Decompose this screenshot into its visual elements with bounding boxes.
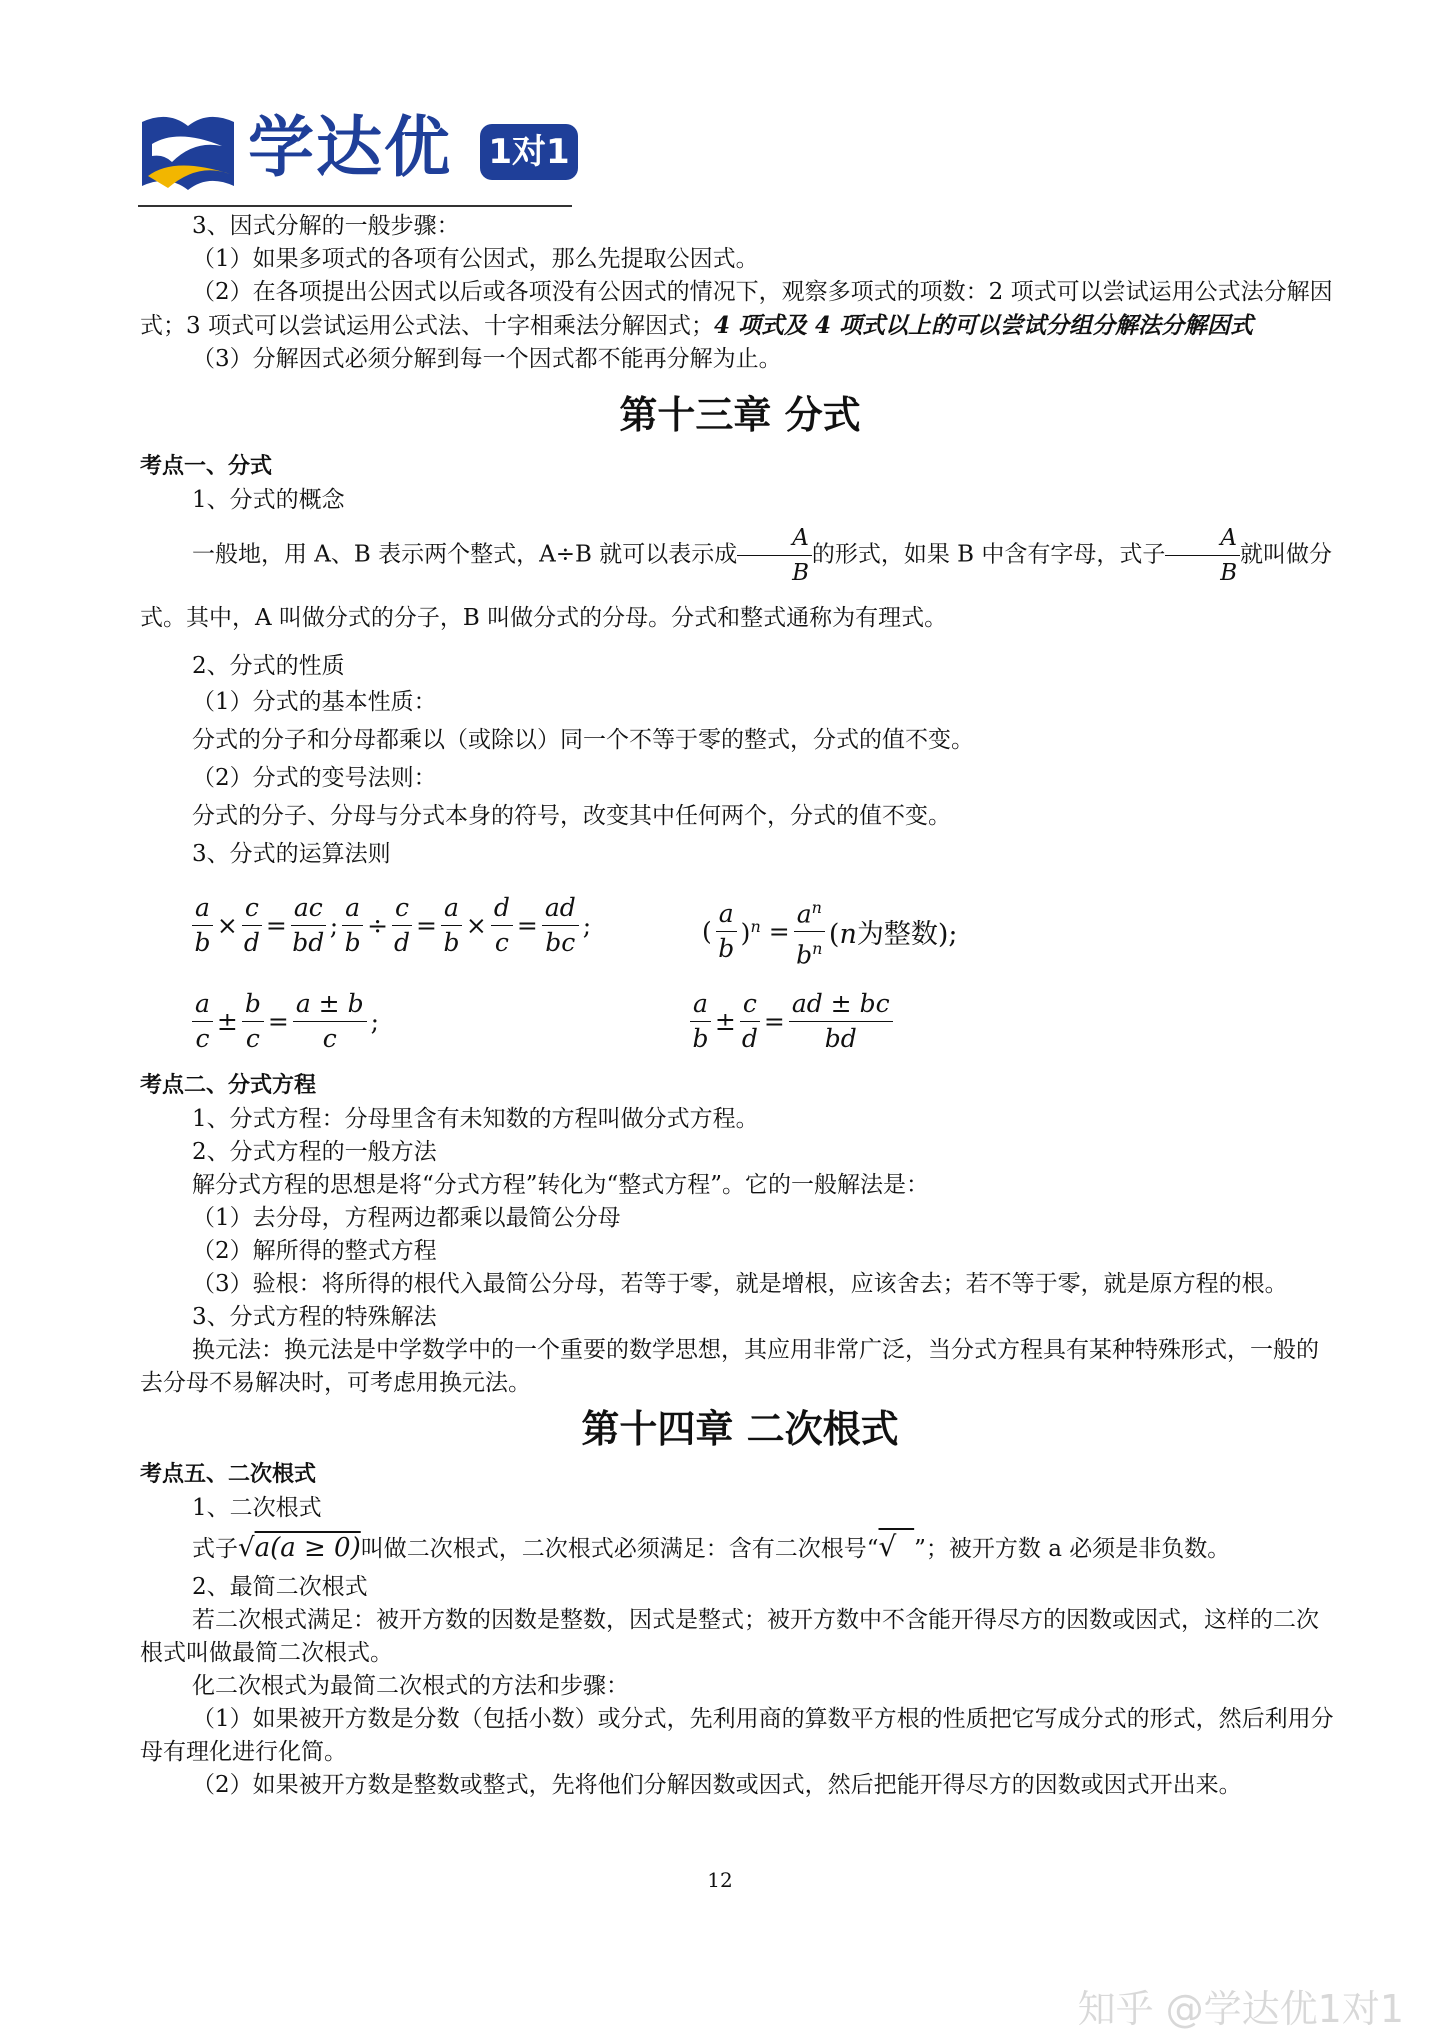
formula-row-1 — [140, 891, 1340, 987]
step-3: （3）分解因式必须分解到每一个因式都不能再分解为止。 — [192, 346, 782, 372]
property-2-title: （2）分式的变号法则： — [192, 765, 437, 791]
equation-method-idea: 解分式方程的思想是将“分式方程”转化为“整式方程”。它的一般解法是： — [192, 1172, 930, 1198]
section-1-title: 考点一、分式 — [140, 454, 273, 479]
simplify-steps-title: 化二次根式为最简二次根式的方法和步骤： — [192, 1673, 629, 1699]
header-divider — [138, 205, 572, 207]
property-1-text: 分式的分子和分母都乘以（或除以）同一个不等于零的整式，分式的值不变。 — [192, 727, 974, 753]
book-logo-icon — [138, 104, 238, 204]
chapter-13-title: 第十三章 分式 — [619, 393, 861, 437]
step-2-emphasis: 4 项式及 4 项式以上的可以尝试分组分解法分解因式 — [713, 312, 1253, 339]
formula-multiply-divide: $\frac{a}{b}$ × $\frac{c}{d}$ = $\frac{ac}{bd}$ ; $\frac{a}{b}$ ÷ $\frac{c}{d}$ = $\frac{a}{b}$ × $\frac{d}{c}$ = $\frac{ad}{bc}$ ; — [192, 891, 595, 960]
equation-step-1: （1）去分母，方程两边都乘以最简公分母 — [192, 1205, 621, 1231]
formula-row-2 — [140, 987, 1340, 1083]
document-body — [140, 210, 1340, 1802]
equation-def: 1、分式方程：分母里含有未知数的方程叫做分式方程。 — [192, 1106, 759, 1132]
equation-step-2: （2）解所得的整式方程 — [192, 1238, 437, 1264]
formula-add-different-denominator: $\frac{a}{b}$ ± $\frac{c}{d}$ = $\frac{ad \pm bc}{bd}$ — [690, 987, 893, 1056]
property-2-text: 分式的分子、分母与分式本身的符号，改变其中任何两个，分式的值不变。 — [192, 803, 951, 829]
step-1: （1）如果多项式的各项有公因式，那么先提取公因式。 — [192, 246, 759, 272]
equation-method-title: 2、分式方程的一般方法 — [192, 1139, 437, 1165]
logo-text: 学达优 — [248, 109, 452, 186]
formula-add-same-denominator: $\frac{a}{c}$ ± $\frac{b}{c}$ = $\frac{a \pm b}{c}$ ; — [192, 987, 383, 1056]
fraction-a-over-b: $\frac{A}{B}$ — [737, 521, 812, 590]
page-number: 12 — [707, 1868, 733, 1892]
fraction-definition: 一般地，用 A、B 表示两个整式，A÷B 就可以表示成 $\frac{A}{B}$ 的形式，如果 B 中含有字母，式子 $\frac{A}{B}$ 就叫做分式。其中，A 叫做分式的分子，B 叫做分式的分母。分式和整式通称为有理式。 — [140, 521, 1340, 646]
simplest-radical-title: 2、最简二次根式 — [192, 1574, 368, 1600]
substitution-method: 换元法：换元法是中学数学中的一个重要的数学思想，其应用非常广泛，当分式方程具有某种特殊形式，一般的去分母不易解决时，可考虑用换元法。 — [140, 1337, 1319, 1396]
section-2-title: 考点二、分式方程 — [140, 1073, 317, 1098]
subsection-1-3: 3、分式的运算法则 — [192, 841, 391, 867]
step-2 — [140, 276, 1340, 343]
property-1-title: （1）分式的基本性质： — [192, 689, 437, 715]
radical-definition: 式子√a(a ≥ 0)叫做二次根式，二次根式必须满足：含有二次根号“√ ”；被开方数 a 必须是非负数。 — [192, 1530, 1231, 1563]
chapter-14-title: 第十四章 二次根式 — [581, 1407, 899, 1451]
simplify-step-1: （1）如果被开方数是分数（包括小数）或分式，先利用商的算数平方根的性质把它写成分式的形式，然后利用分母有理化进行化简。 — [140, 1706, 1334, 1765]
watermark: 知乎 @学达优1对1 — [1077, 1987, 1404, 2031]
radical-title: 1、二次根式 — [192, 1495, 322, 1521]
brand-logo — [138, 104, 578, 208]
special-method-title: 3、分式方程的特殊解法 — [192, 1304, 437, 1330]
logo-badge: 1对1 — [480, 124, 578, 180]
fraction-a-over-b-2: $\frac{A}{B}$ — [1165, 521, 1240, 590]
subsection-1-1: 1、分式的概念 — [192, 487, 345, 513]
simplest-radical-def: 若二次根式满足：被开方数的因数是整数，因式是整式；被开方数中不含能开得尽方的因数或因式，这样的二次根式叫做最简二次根式。 — [140, 1607, 1319, 1666]
subsection-1-2: 2、分式的性质 — [192, 653, 345, 679]
steps-heading: 3、因式分解的一般步骤： — [192, 213, 460, 239]
section-5-title: 考点五、二次根式 — [140, 1462, 317, 1487]
simplify-step-2: （2）如果被开方数是整数或整式，先将他们分解因数或因式，然后把能开得尽方的因数或因式开出来。 — [192, 1772, 1242, 1798]
equation-step-3: （3）验根：将所得的根代入最简公分母，若等于零，就是增根，应该舍去；若不等于零，就是原方程的根。 — [192, 1271, 1288, 1297]
step-2-text: （2）在各项提出公因式以后或各项没有公因式的情况下，观察多项式的项数：2 项式可以尝试运用公式法分解因式；3 项式可以尝试运用公式法、十字相乘法分解因式； — [140, 279, 1333, 339]
formula-power: ( $\frac{a}{b}$ )$^n$ = $\frac{a^n}{b^n}$ (n为整数); — [698, 891, 962, 973]
